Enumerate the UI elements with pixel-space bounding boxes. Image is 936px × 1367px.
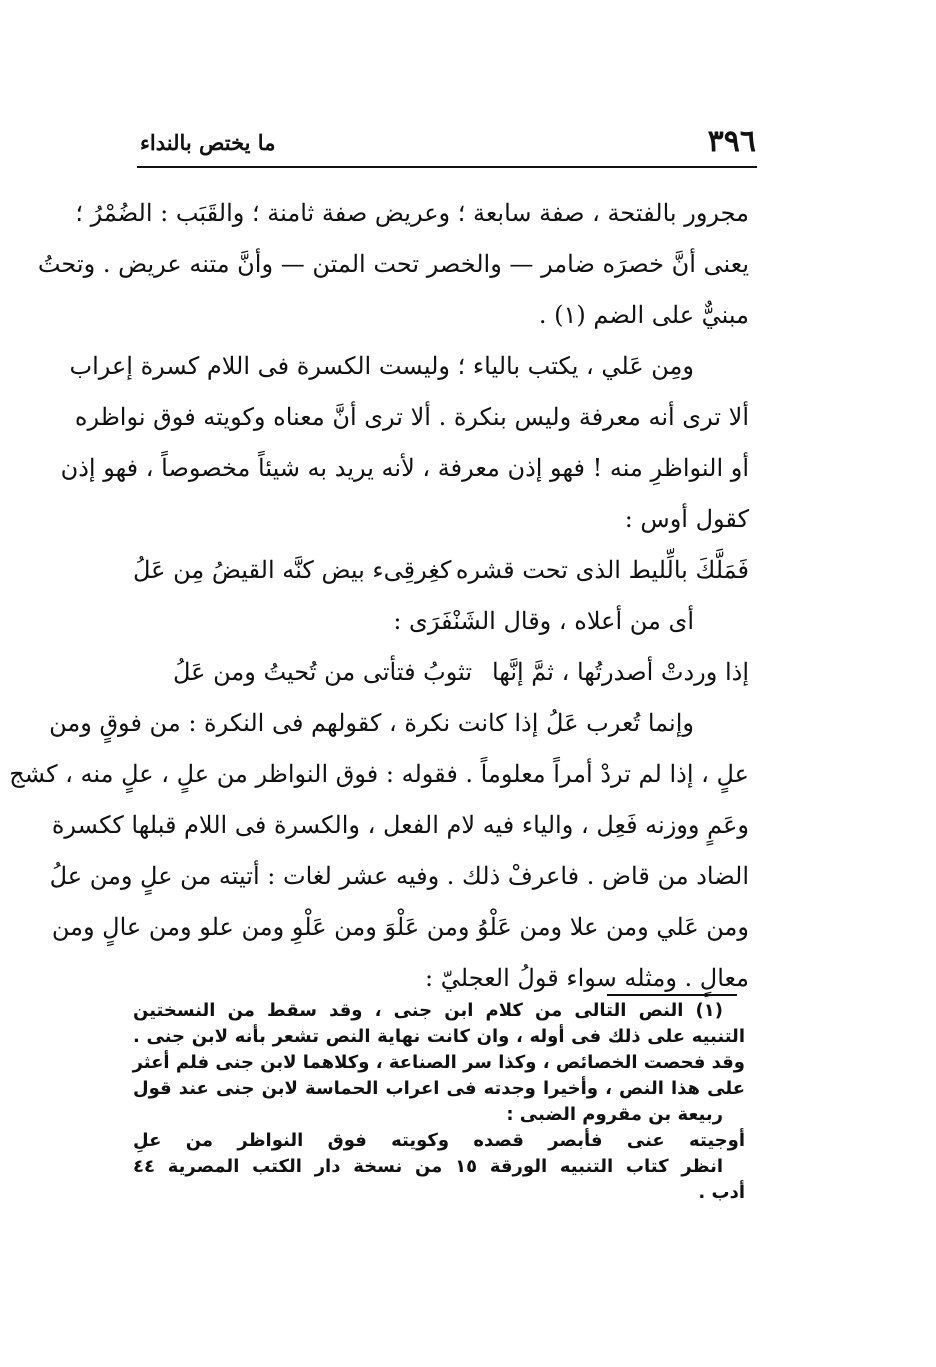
footnotes <box>133 998 745 1206</box>
text-line: كقول أوس : <box>624 505 749 533</box>
footnote-line: على هذا النص ، وأخيرا وجدته فى اعراب الحماسة لابن جنى عند قول <box>133 1078 745 1099</box>
footnote-line: (١) النص التالى من كلام ابن جنى ، وقد سقط من النسختين <box>133 1000 723 1021</box>
text-line: يعنى أنَّ خصرَه ضامر — والخصر تحت المتن — وأنَّ متنه عريض . وتحتُ <box>37 250 749 278</box>
verse-second-hemistich: كغِرقِىء بيض كنَّه القيضُ مِن عَلُ <box>133 556 452 584</box>
text-line: وإنما تُعرب عَلُ إذا كانت نكرة ، كقولهم فى النكرة : من فوقٍ ومن <box>49 709 694 737</box>
footnote-line: ربيعة بن مقروم الضبى : <box>506 1104 723 1125</box>
footnote-line: انظر كتاب التنبيه الورقة ١٥ من نسخة دار الكتب المصرية ٤٤ <box>133 1156 723 1177</box>
page-header <box>140 122 756 166</box>
text-line: ألا ترى أنه معرفة وليس بنكرة . ألا ترى أنَّ معناه وكويته فوق نواظره <box>74 403 749 431</box>
footnote-rule <box>607 994 737 996</box>
text-line: مبنيٌّ على الضم (١) . <box>538 301 749 329</box>
text-line: علٍ ، إذا لم تردْ أمراً معلوماً . فقوله : فوق النواظر من علٍ ، علٍ منه ، كشج <box>9 760 749 788</box>
text-line: مجرور بالفتحة ، صفة سابعة ؛ وعريض صفة ثامنة ؛ والقَبَب : الضُمْرُ ؛ <box>75 199 749 227</box>
verse-first-hemistich: فَمَلَّكَ بالِّليط الذى تحت قشره <box>455 556 749 584</box>
poetry-verse <box>133 647 749 698</box>
verse-second-hemistich: تثوبُ فتأتى من تُحيتُ ومن عَلُ <box>173 658 473 686</box>
footnote-line: أدب . <box>698 1182 745 1203</box>
text-line: الضاد من قاض . فاعرفْ ذلك . وفيه عشر لغات : أتيته من علٍ ومن علُ <box>49 862 749 890</box>
text-line: معالٍ . ومثله سواء قولُ العجليّ : <box>425 964 749 992</box>
text-line: ومن عَلي ومن علا ومن عَلْوُ ومن عَلْوَ ومن عَلْوِ ومن علو ومن عالٍ ومن <box>51 913 749 941</box>
poetry-verse <box>133 545 749 596</box>
running-title: ما يختص بالنداء <box>140 130 276 155</box>
footnote-line: التنبيه على ذلك فى أوله ، وان كانت نهاية النص تشعر بأنه لابن جنى . <box>133 1026 745 1047</box>
text-line: أى من أعلاه ، وقال الشَنْفَرَى : <box>393 607 694 635</box>
main-text <box>9 188 749 1004</box>
verse-first-hemistich: إذا وردتْ أصدرتُها ، ثمَّ إنَّها <box>491 658 749 686</box>
text-line: وعَمٍ ووزنه فَعِل ، والياء فيه لام الفعل ، والكسرة فى اللام قبلها ككسرة <box>51 811 749 839</box>
footnote-line: أوجيته عنى فأبصر قصده وكويته فوق النواظر من علِ <box>133 1130 745 1151</box>
footnote-line: وقد فحصت الخصائص ، وكذا سر الصناعة ، وكلاهما لابن جنى فلم أعثر <box>132 1052 745 1073</box>
header-rule <box>137 166 757 168</box>
text-line: ومِن عَلي ، يكتب بالياء ؛ وليست الكسرة فى اللام كسرة إعراب <box>69 352 694 380</box>
text-line: أو النواظرِ منه ! فهو إذن معرفة ، لأنه يريد به شيئاً مخصوصاً ، فهو إذن <box>60 454 749 482</box>
page-number: ٣٩٦ <box>707 124 756 159</box>
